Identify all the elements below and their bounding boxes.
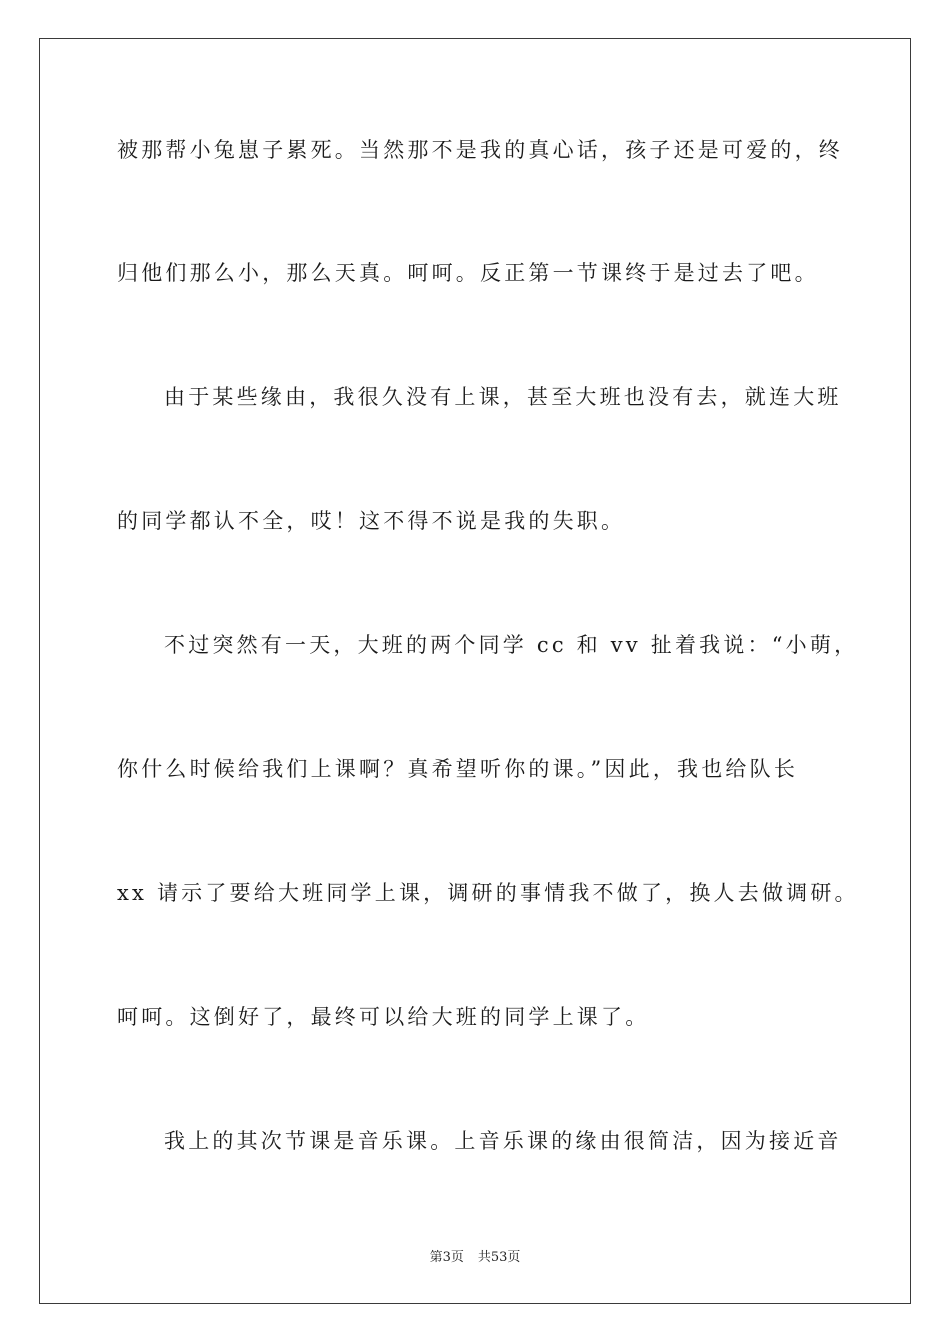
paragraph-start-line: 不过突然有一天，大班的两个同学 cc 和 vv 扯着我说：“小萌， [164,633,859,657]
text-line: xx 请示了要给大班同学上课，调研的事情我不做了，换人去做调研。 [117,881,859,905]
paragraph-start-line: 我上的其次节课是音乐课。上音乐课的缘由很简洁，因为接近音 [164,1129,842,1153]
page-footer [0,1250,950,1266]
paragraph-start-line: 由于某些缘由，我很久没有上课，甚至大班也没有去，就连大班 [164,385,842,409]
page-border [39,38,911,1304]
page-number: 第3页 [429,1250,464,1265]
page-total: 共53页 [477,1250,521,1265]
text-line: 归他们那么小，那么天真。呵呵。反正第一节课终于是过去了吧。 [117,261,819,285]
text-line: 呵呵。这倒好了，最终可以给大班的同学上课了。 [117,1005,650,1029]
text-line: 你什么时候给我们上课啊？真希望听你的课。”因此，我也给队长 [117,757,799,781]
text-line: 被那帮小兔崽子累死。当然那不是我的真心话，孩子还是可爱的，终 [117,138,843,162]
text-line: 的同学都认不全，哎！这不得不说是我的失职。 [117,509,626,533]
